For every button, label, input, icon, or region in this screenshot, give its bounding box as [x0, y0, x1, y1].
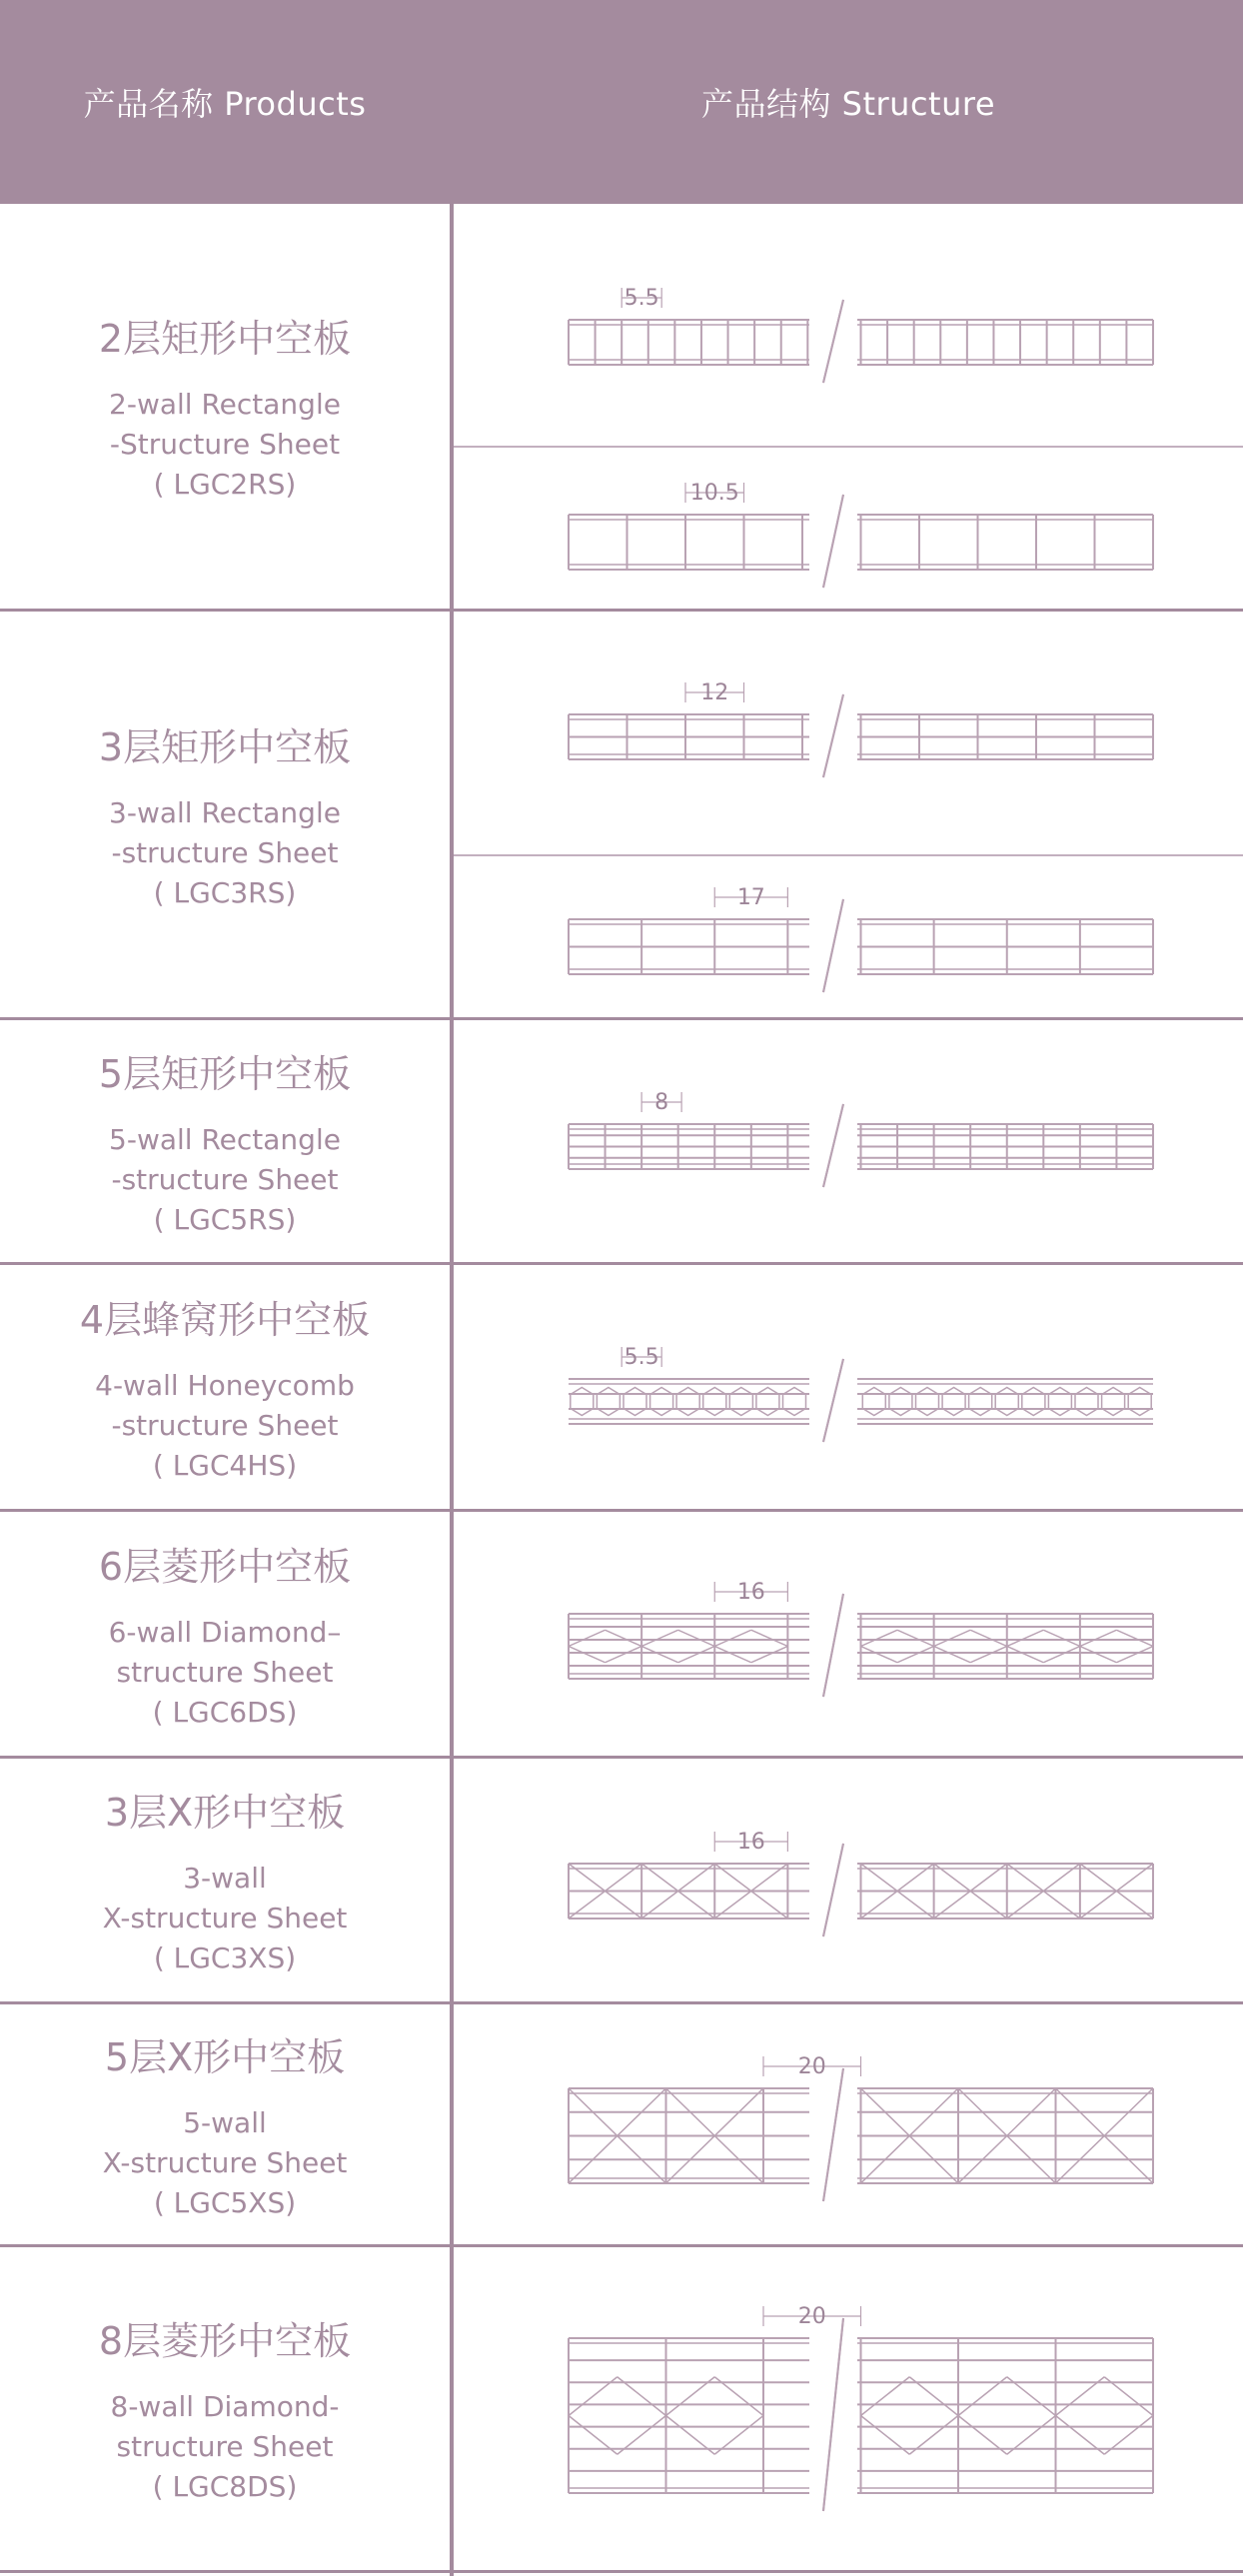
- diagonal-line: [751, 1630, 788, 1646]
- diagonal-line: [714, 1647, 751, 1663]
- break-mark: [823, 300, 843, 383]
- structure-diagram: [454, 2038, 1243, 2208]
- product-code: ( LGC4HS): [152, 1448, 298, 1482]
- structure-diagram: [454, 465, 1243, 595]
- diagonal-line: [678, 1647, 715, 1663]
- honeycomb-cell: [597, 1388, 620, 1416]
- product-cell: [0, 1512, 450, 1756]
- product-code: ( LGC3XS): [153, 1941, 297, 1974]
- product-code: ( LGC8DS): [152, 2470, 298, 2503]
- honeycomb-cell: [1022, 1388, 1045, 1416]
- honeycomb-cell: [783, 1388, 806, 1416]
- break-mark: [823, 2068, 843, 2201]
- product-name-cn: 8层菱形中空板: [98, 2319, 352, 2363]
- diagonal-line: [641, 1630, 678, 1646]
- product-name-cn: 5层X形中空板: [104, 2034, 346, 2079]
- diagonal-line: [569, 1630, 606, 1646]
- product-cell: [0, 1265, 450, 1509]
- break-mark: [823, 1359, 843, 1442]
- table-header: [0, 0, 1243, 204]
- break-mark: [823, 2318, 843, 2511]
- dimension-label: 20: [797, 2304, 826, 2329]
- honeycomb-cell: [995, 1388, 1018, 1416]
- product-name-cn: 3层X形中空板: [104, 1791, 346, 1835]
- product-code: ( LGC6DS): [152, 1695, 298, 1729]
- diagonal-line: [606, 1630, 642, 1646]
- honeycomb-cell: [571, 1388, 594, 1416]
- product-name-en: 3-wall Rectangle -structure Sheet: [109, 795, 341, 869]
- diagonal-line: [970, 1647, 1007, 1663]
- diagonal-line: [861, 1630, 898, 1646]
- diagonal-line: [1116, 1647, 1153, 1663]
- product-name-en: 4-wall Honeycomb -structure Sheet: [95, 1368, 355, 1442]
- structure-diagram: [454, 1814, 1243, 1943]
- break-mark: [823, 694, 843, 777]
- product-cell: [0, 2004, 450, 2244]
- break-mark: [823, 899, 843, 992]
- product-cell: [0, 612, 450, 1017]
- honeycomb-cell: [1075, 1388, 1098, 1416]
- product-code: ( LGC3RS): [153, 875, 297, 909]
- dimension-label: 5.5: [623, 286, 659, 311]
- diagonal-line: [606, 1647, 642, 1663]
- dimension-label: 10.5: [689, 481, 739, 506]
- diagonal-line: [1007, 1630, 1044, 1646]
- structure-diagram: [454, 869, 1243, 999]
- products-column-header: 产品名称 Products: [83, 85, 367, 123]
- honeycomb-cell: [729, 1388, 752, 1416]
- diagonal-line: [1080, 1630, 1117, 1646]
- dimension-label: 17: [736, 885, 765, 910]
- diagonal-line: [569, 1647, 606, 1663]
- dimension-label: 5.5: [623, 1345, 659, 1370]
- honeycomb-cell: [703, 1388, 726, 1416]
- diagonal-line: [1043, 1647, 1080, 1663]
- structure-diagram: [454, 1564, 1243, 1704]
- product-code: ( LGC5XS): [153, 2185, 297, 2219]
- diagonal-line: [934, 1647, 971, 1663]
- diagonal-line: [1007, 1647, 1044, 1663]
- dimension-label: 16: [736, 1830, 765, 1855]
- diagonal-line: [641, 1647, 678, 1663]
- honeycomb-cell: [676, 1388, 699, 1416]
- product-name-en: 3-wall X-structure Sheet: [102, 1862, 348, 1934]
- product-code: ( LGC5RS): [153, 1202, 297, 1236]
- diagonal-line: [1080, 1647, 1117, 1663]
- dimension-label: 12: [700, 680, 729, 705]
- product-cell: [0, 1020, 450, 1262]
- structure-diagram: [454, 2288, 1243, 2518]
- honeycomb-cell: [942, 1388, 965, 1416]
- honeycomb-cell: [889, 1388, 912, 1416]
- product-cell: [0, 1759, 450, 2001]
- structure-diagram: [454, 664, 1243, 784]
- dimension-label: 16: [736, 1580, 765, 1605]
- structure-diagram: [454, 1074, 1243, 1194]
- honeycomb-cell: [1102, 1388, 1125, 1416]
- sub-row-divider: [454, 446, 1243, 448]
- product-code: ( LGC2RS): [153, 468, 297, 501]
- diagonal-line: [678, 1630, 715, 1646]
- dimension-label: 20: [797, 2054, 826, 2079]
- dimension-label: 8: [654, 1090, 669, 1115]
- honeycomb-cell: [1048, 1388, 1071, 1416]
- structure-column-header: 产品结构 Structure: [700, 85, 996, 123]
- break-mark: [823, 1594, 843, 1697]
- sub-row-divider: [454, 854, 1243, 856]
- diagonal-line: [751, 1647, 788, 1663]
- break-mark: [823, 495, 843, 588]
- diagonal-line: [1043, 1630, 1080, 1646]
- break-mark: [823, 1844, 843, 1936]
- diagonal-line: [1116, 1630, 1153, 1646]
- structure-diagram: [454, 1329, 1243, 1449]
- product-name-cn: 2层矩形中空板: [98, 317, 352, 361]
- diagonal-line: [897, 1630, 934, 1646]
- product-cell: [0, 204, 450, 609]
- diagonal-line: [934, 1630, 971, 1646]
- diagonal-line: [714, 1630, 751, 1646]
- honeycomb-cell: [916, 1388, 939, 1416]
- product-name-cn: 4层蜂窝形中空板: [79, 1297, 371, 1342]
- diagonal-line: [861, 1647, 898, 1663]
- product-name-cn: 3层矩形中空板: [98, 724, 352, 769]
- product-name-en: 5-wall X-structure Sheet: [102, 2105, 348, 2179]
- row-divider: [0, 2570, 1243, 2573]
- product-name-en: 6-wall Diamond– structure Sheet: [108, 1615, 342, 1689]
- diagonal-line: [897, 1647, 934, 1663]
- product-name-en: 5-wall Rectangle -structure Sheet: [109, 1122, 341, 1196]
- product-name-cn: 5层矩形中空板: [98, 1051, 352, 1096]
- product-name-en: 2-wall Rectangle -Structure Sheet: [109, 388, 341, 461]
- break-mark: [823, 1104, 843, 1187]
- diagonal-line: [970, 1630, 1007, 1646]
- honeycomb-cell: [862, 1388, 885, 1416]
- honeycomb-cell: [969, 1388, 992, 1416]
- product-cell: [0, 2247, 450, 2570]
- product-name-en: 8-wall Diamond- structure Sheet: [110, 2390, 340, 2463]
- product-name-cn: 6层菱形中空板: [98, 1544, 352, 1589]
- honeycomb-cell: [1128, 1388, 1151, 1416]
- structure-diagram: [454, 270, 1243, 390]
- honeycomb-cell: [623, 1388, 646, 1416]
- honeycomb-cell: [756, 1388, 779, 1416]
- honeycomb-cell: [650, 1388, 673, 1416]
